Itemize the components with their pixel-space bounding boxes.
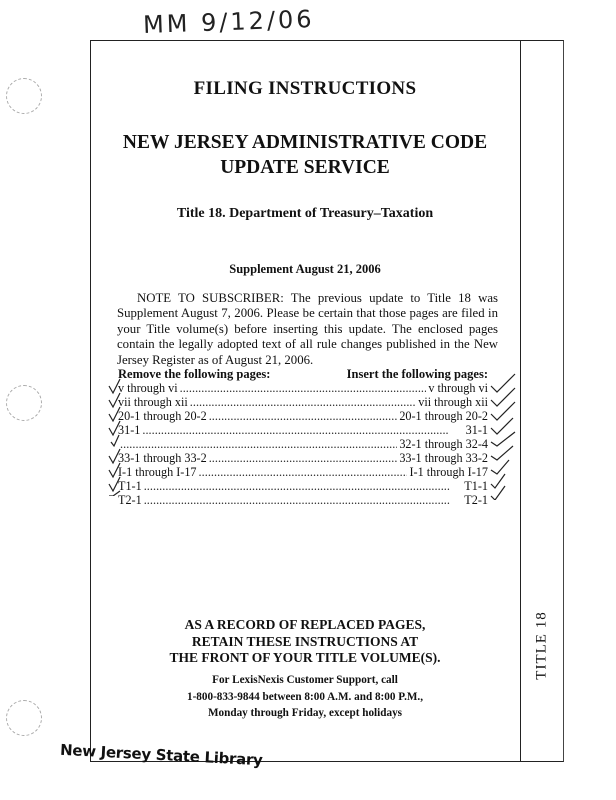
record-line: RETAIN THESE INSTRUCTIONS AT	[191, 633, 419, 649]
subscriber-note: NOTE TO SUBSCRIBER: The previous update to Title 18 was Supplement August 7, 2006. Please be certain that those pages are filed in your Title volume(s) before inserting this update. The enclosed pages contain the legally adopted text of all rule changes published in the New Jersey Register as of August 21, 2006.	[117, 291, 498, 367]
customer-support	[100, 672, 510, 722]
remove-pages: T2-1	[118, 493, 142, 507]
tab-label: TITLE 18	[533, 610, 550, 680]
remove-pages: v through vi	[118, 381, 178, 395]
page-row	[118, 465, 488, 479]
library-stamp: New Jersey State Library	[59, 740, 263, 770]
handwritten-initials-date: MM 9/12/06	[142, 5, 315, 39]
page-row	[118, 395, 488, 409]
insert-pages: 31-1	[465, 423, 488, 437]
page-row	[118, 381, 488, 395]
remove-pages: T1-1	[118, 479, 142, 493]
insert-pages: v through vi	[428, 381, 488, 395]
code-title	[100, 130, 510, 180]
page-list	[118, 381, 488, 507]
remove-pages: I-1 through I-17	[118, 465, 197, 479]
remove-pages: 33-1 through 33-2	[118, 451, 207, 465]
remove-pages: 20-1 through 20-2	[118, 409, 207, 423]
punch-hole	[6, 385, 42, 421]
insert-pages: 32-1 through 32-4	[399, 437, 488, 451]
insert-pages: 20-1 through 20-2	[399, 409, 488, 423]
punch-hole	[6, 700, 42, 736]
punch-hole	[6, 78, 42, 114]
insert-header: Insert the following pages:	[346, 367, 488, 381]
page-row	[118, 451, 488, 465]
record-instructions	[100, 617, 510, 667]
page-row	[118, 437, 488, 451]
support-line: 1-800-833-9844 between 8:00 A.M. and 8:00 P.M.,	[186, 690, 424, 703]
insert-pages: I-1 through I-17	[409, 465, 488, 479]
page-row	[118, 409, 488, 423]
insert-pages: 33-1 through 33-2	[399, 451, 488, 465]
insert-pages: T2-1	[464, 493, 488, 507]
handwritten-checkmarks-right	[489, 370, 519, 500]
supplement-date: Supplement August 21, 2006	[229, 262, 381, 276]
support-line: Monday through Friday, except holidays	[207, 707, 403, 719]
remove-pages: 31-1	[118, 423, 141, 437]
page-title: FILING INSTRUCTIONS	[193, 78, 417, 99]
insert-pages: T1-1	[464, 479, 488, 493]
record-line: AS A RECORD OF REPLACED PAGES,	[184, 617, 426, 632]
page-row	[118, 423, 488, 437]
support-line: For LexisNexis Customer Support, call	[212, 674, 398, 686]
remove-pages: vii through xii	[118, 395, 188, 409]
record-line: THE FRONT OF YOUR TITLE VOLUME(S).	[169, 650, 441, 665]
code-title-line: UPDATE SERVICE	[220, 157, 390, 178]
insert-pages: vii through xii	[418, 395, 488, 409]
page-row	[118, 479, 488, 493]
remove-header: Remove the following pages:	[118, 367, 271, 381]
code-title-line: NEW JERSEY ADMINISTRATIVE CODE	[122, 132, 488, 153]
department-heading: Title 18. Department of Treasury–Taxation	[176, 206, 434, 221]
page-row	[118, 493, 488, 507]
handwritten-checkmarks-left	[106, 366, 122, 496]
